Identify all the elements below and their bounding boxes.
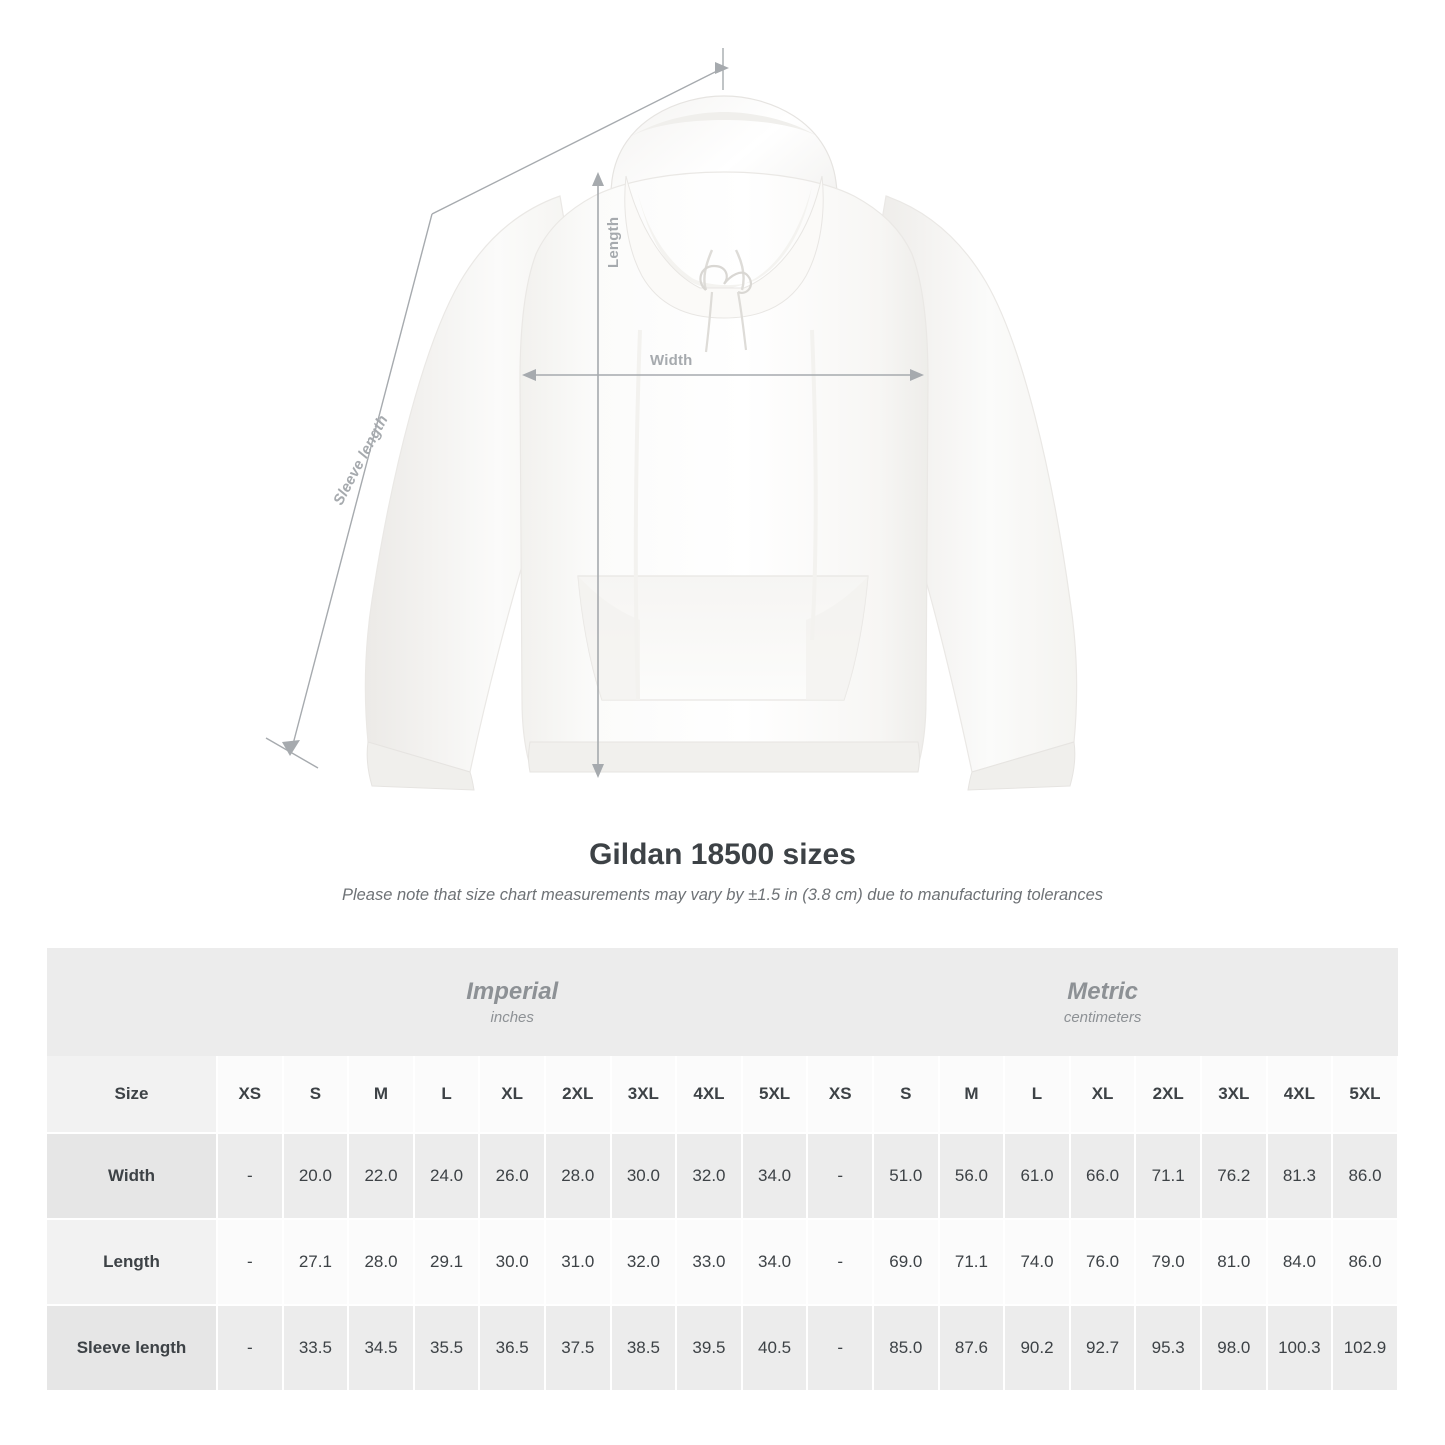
cell-length-metric-5xl: 86.0 bbox=[1332, 1219, 1398, 1305]
size-table-container bbox=[47, 948, 1398, 1390]
size-header-imperial-3xl: 3XL bbox=[611, 1056, 677, 1133]
cell-length-imperial-4xl: 33.0 bbox=[676, 1219, 742, 1305]
cell-width-metric-3xl: 76.2 bbox=[1201, 1133, 1267, 1219]
cell-length-metric-xs: - bbox=[807, 1219, 873, 1305]
size-header-metric-5xl: 5XL bbox=[1332, 1056, 1398, 1133]
cell-sleeve-metric-xl: 92.7 bbox=[1070, 1305, 1136, 1390]
cell-length-metric-m: 71.1 bbox=[939, 1219, 1005, 1305]
size-header-metric-3xl: 3XL bbox=[1201, 1056, 1267, 1133]
cell-sleeve-imperial-2xl: 37.5 bbox=[545, 1305, 611, 1390]
cell-sleeve-metric-4xl: 100.3 bbox=[1267, 1305, 1333, 1390]
unit-header-metric bbox=[807, 948, 1397, 1056]
unit-header-imperial bbox=[217, 948, 807, 1056]
size-header-metric-2xl: 2XL bbox=[1135, 1056, 1201, 1133]
size-header-metric-4xl: 4XL bbox=[1267, 1056, 1333, 1133]
cell-length-metric-4xl: 84.0 bbox=[1267, 1219, 1333, 1305]
size-header-imperial-s: S bbox=[283, 1056, 349, 1133]
cell-sleeve-metric-3xl: 98.0 bbox=[1201, 1305, 1267, 1390]
cell-width-metric-4xl: 81.3 bbox=[1267, 1133, 1333, 1219]
size-header-imperial-xl: XL bbox=[479, 1056, 545, 1133]
cell-width-metric-l: 61.0 bbox=[1004, 1133, 1070, 1219]
row-label-width: Width bbox=[47, 1133, 217, 1219]
cell-sleeve-metric-s: 85.0 bbox=[873, 1305, 939, 1390]
table-row bbox=[47, 1133, 1398, 1219]
size-header-imperial-2xl: 2XL bbox=[545, 1056, 611, 1133]
cell-width-metric-xl: 66.0 bbox=[1070, 1133, 1136, 1219]
cell-length-metric-s: 69.0 bbox=[873, 1219, 939, 1305]
unit-header-row bbox=[47, 948, 1398, 1056]
size-header-imperial-4xl: 4XL bbox=[676, 1056, 742, 1133]
size-header-metric-xl: XL bbox=[1070, 1056, 1136, 1133]
size-header-imperial-xs: XS bbox=[217, 1056, 283, 1133]
tolerance-note: Please note that size chart measurements may vary by ±1.5 in (3.8 cm) due to manufacturing tolerances bbox=[341, 886, 1104, 904]
cell-length-imperial-5xl: 34.0 bbox=[742, 1219, 808, 1305]
size-header-imperial-m: M bbox=[348, 1056, 414, 1133]
table-row bbox=[47, 1305, 1398, 1390]
cell-sleeve-imperial-5xl: 40.5 bbox=[742, 1305, 808, 1390]
cell-length-imperial-s: 27.1 bbox=[283, 1219, 349, 1305]
size-header-metric-xs: XS bbox=[807, 1056, 873, 1133]
unit-header-spacer bbox=[47, 948, 217, 1056]
size-header-label: Size bbox=[47, 1056, 217, 1133]
cell-sleeve-imperial-4xl: 39.5 bbox=[676, 1305, 742, 1390]
cell-sleeve-imperial-s: 33.5 bbox=[283, 1305, 349, 1390]
cell-length-imperial-3xl: 32.0 bbox=[611, 1219, 677, 1305]
cell-width-imperial-l: 24.0 bbox=[414, 1133, 480, 1219]
imperial-sublabel: inches bbox=[490, 1009, 534, 1027]
cell-width-imperial-2xl: 28.0 bbox=[545, 1133, 611, 1219]
row-label-sleeve-length: Sleeve length bbox=[47, 1305, 217, 1390]
size-header-row bbox=[47, 1056, 1398, 1133]
cell-length-metric-3xl: 81.0 bbox=[1201, 1219, 1267, 1305]
cell-length-imperial-2xl: 31.0 bbox=[545, 1219, 611, 1305]
cell-length-metric-xl: 76.0 bbox=[1070, 1219, 1136, 1305]
cell-sleeve-metric-2xl: 95.3 bbox=[1135, 1305, 1201, 1390]
cell-sleeve-imperial-l: 35.5 bbox=[414, 1305, 480, 1390]
cell-sleeve-imperial-m: 34.5 bbox=[348, 1305, 414, 1390]
cell-length-metric-2xl: 79.0 bbox=[1135, 1219, 1201, 1305]
cell-width-metric-2xl: 71.1 bbox=[1135, 1133, 1201, 1219]
sleeve-length-dimension-label: Sleeve length bbox=[330, 412, 392, 508]
width-dimension-label: Width bbox=[650, 352, 693, 369]
size-header-metric-m: M bbox=[939, 1056, 1005, 1133]
page-title: Gildan 18500 sizes bbox=[589, 838, 856, 871]
title-block bbox=[0, 838, 1445, 905]
cell-length-imperial-xs: - bbox=[217, 1219, 283, 1305]
cell-length-imperial-xl: 30.0 bbox=[479, 1219, 545, 1305]
size-header-imperial-l: L bbox=[414, 1056, 480, 1133]
cell-width-metric-xs: - bbox=[807, 1133, 873, 1219]
metric-label: Metric bbox=[1067, 977, 1138, 1005]
size-header-metric-l: L bbox=[1004, 1056, 1070, 1133]
cell-sleeve-metric-xs: - bbox=[807, 1305, 873, 1390]
table-row bbox=[47, 1219, 1398, 1305]
size-table bbox=[47, 948, 1399, 1390]
cell-length-metric-l: 74.0 bbox=[1004, 1219, 1070, 1305]
size-header-metric-s: S bbox=[873, 1056, 939, 1133]
cell-width-metric-m: 56.0 bbox=[939, 1133, 1005, 1219]
imperial-label: Imperial bbox=[466, 977, 559, 1005]
cell-width-imperial-s: 20.0 bbox=[283, 1133, 349, 1219]
cell-sleeve-imperial-xl: 36.5 bbox=[479, 1305, 545, 1390]
cell-sleeve-metric-m: 87.6 bbox=[939, 1305, 1005, 1390]
metric-sublabel: centimeters bbox=[1063, 1009, 1142, 1027]
cell-width-imperial-3xl: 30.0 bbox=[611, 1133, 677, 1219]
cell-sleeve-metric-5xl: 102.9 bbox=[1332, 1305, 1398, 1390]
cell-width-imperial-m: 22.0 bbox=[348, 1133, 414, 1219]
cell-width-metric-s: 51.0 bbox=[873, 1133, 939, 1219]
cell-sleeve-imperial-3xl: 38.5 bbox=[611, 1305, 677, 1390]
cell-width-imperial-xs: - bbox=[217, 1133, 283, 1219]
size-header-imperial-5xl: 5XL bbox=[742, 1056, 808, 1133]
length-dimension-label: Length bbox=[605, 216, 622, 268]
cell-width-imperial-4xl: 32.0 bbox=[676, 1133, 742, 1219]
cell-width-imperial-5xl: 34.0 bbox=[742, 1133, 808, 1219]
cell-width-metric-5xl: 86.0 bbox=[1332, 1133, 1398, 1219]
cell-sleeve-imperial-xs: - bbox=[217, 1305, 283, 1390]
cell-length-imperial-m: 28.0 bbox=[348, 1219, 414, 1305]
row-label-length: Length bbox=[47, 1219, 217, 1305]
cell-length-imperial-l: 29.1 bbox=[414, 1219, 480, 1305]
cell-width-imperial-xl: 26.0 bbox=[479, 1133, 545, 1219]
cell-sleeve-metric-l: 90.2 bbox=[1004, 1305, 1070, 1390]
